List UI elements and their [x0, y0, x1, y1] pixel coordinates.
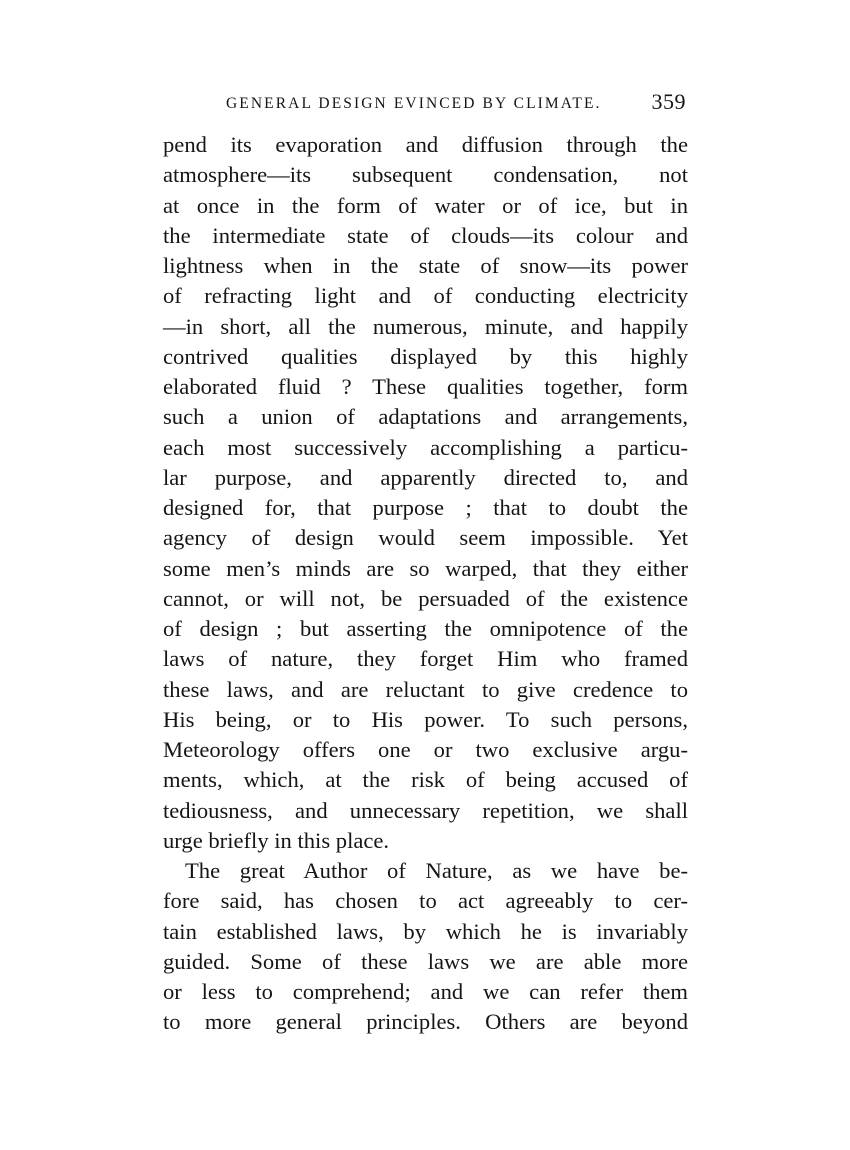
text-line: agency of design would seem impossible. Yet — [163, 525, 688, 551]
text-line: designed for, that purpose ; that to doubt the — [163, 495, 688, 520]
running-head — [226, 90, 686, 118]
text-line: Meteorology offers one or two exclusive argu- — [163, 737, 688, 762]
text-line: guided. Some of these laws we are able more — [163, 948, 688, 974]
paragraph-start-line: The great Author of Nature, as we have be- — [185, 858, 688, 883]
text-line: lightness when in the state of snow—its power — [163, 253, 688, 278]
text-line: the intermediate state of clouds—its colour and — [163, 222, 688, 248]
text-line: lar purpose, and apparently directed to, and — [163, 464, 688, 490]
text-line: these laws, and are reluctant to give credence to — [163, 676, 688, 702]
text-line: some men’s minds are so warped, that they either — [163, 555, 688, 581]
body-text — [163, 130, 688, 1038]
text-line: elaborated fluid ? These qualities together, form — [163, 374, 688, 399]
text-line: cannot, or will not, be persuaded of the existence — [163, 585, 688, 611]
text-line: each most successively accomplishing a particu- — [163, 434, 688, 460]
text-line: atmosphere—its subsequent condensation, not — [163, 162, 688, 188]
text-line: of design ; but asserting the omnipotence of the — [163, 616, 688, 641]
text-line: contrived qualities displayed by this highly — [163, 343, 688, 369]
text-line: tediousness, and unnecessary repetition, we shall — [163, 797, 688, 823]
text-line: —in short, all the numerous, minute, and happily — [163, 313, 688, 339]
text-line: laws of nature, they forget Him who framed — [163, 646, 688, 672]
running-title: GENERAL DESIGN EVINCED BY CLIMATE. — [226, 95, 602, 112]
paragraph-end-line: urge briefly in this place. — [163, 827, 390, 853]
text-line: ments, which, at the risk of being accused of — [163, 767, 688, 793]
text-line: to more general principles. Others are beyond — [163, 1009, 688, 1035]
text-line: His being, or to His power. To such persons, — [163, 706, 688, 732]
text-line: fore said, has chosen to act agreeably to cer- — [163, 888, 688, 914]
text-line: of refracting light and of conducting electricity — [163, 283, 688, 309]
text-line: pend its evaporation and diffusion through the — [163, 132, 688, 157]
text-line: or less to comprehend; and we can refer them — [163, 979, 688, 1004]
text-line: tain established laws, by which he is invariably — [163, 918, 688, 944]
text-line: at once in the form of water or of ice, but in — [163, 192, 688, 218]
page-number: 359 — [651, 89, 686, 114]
text-line: such a union of adaptations and arrangements, — [163, 404, 688, 430]
